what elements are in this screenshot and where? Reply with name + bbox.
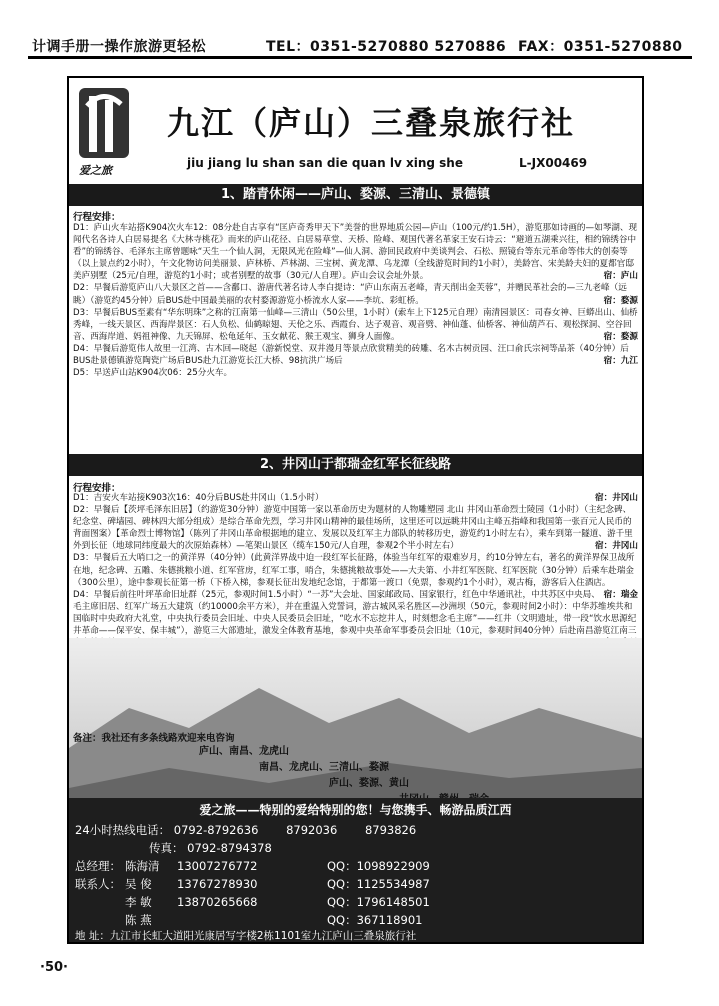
day-text: D3：早餐后BUS至素有“华东明珠”之称的江南第一仙峰—三清山（50公里，1小时）(索车上下125元自理）南清园景区：司春女神、巨蟒出山、仙桥秀峰，一线天景区、西海岸景区：石人负松、仙鹤晾翅、天伦之乐、西霞台、达子观音、观音劈、神仙蓬、仙桥客、神仙葫芦石、观松探洞、空谷回音、西海岸道、妈祖神像、九天锦屏、松龟延年、玉女献花、猴王观宝、狮身人面像。 bbox=[73, 307, 638, 342]
lodging: 宿：婺源 bbox=[603, 331, 638, 342]
section1-title: 1、踏青休闲——庐山、婺源、三清山、景德镇 bbox=[69, 184, 642, 206]
itinerary-day bbox=[73, 343, 638, 367]
company-pinyin: jiu jiang lu shan san die quan lv xing she bbox=[187, 156, 463, 170]
contact-row: 联系人： 吴 俊 13767278930 QQ：1125534987 bbox=[75, 877, 430, 891]
header-fax: FAX：0351-5270880 bbox=[518, 39, 683, 55]
lodging: 宿：庐山 bbox=[603, 271, 638, 282]
day-text: D1：吉安火车站接K903次16：40分后BUS赴井冈山（1.5小时） bbox=[73, 493, 324, 503]
itinerary-day bbox=[73, 307, 638, 343]
license-code: L-JX00469 bbox=[519, 156, 588, 170]
itinerary-day bbox=[73, 552, 638, 600]
contact-row: 李 敏 13870265668 QQ：1796148501 bbox=[125, 895, 430, 909]
header-tel: TEL：0351-5270880 5270886 bbox=[266, 39, 507, 55]
day-text: D2：早餐后游览庐山八大景区之首——含鄱口、游唐代著名诗人李白提诗：“庐山东南五老峰，青天削出金芙蓉”，并赠民革社会的—三九老峰（远眺）（游览约45分钟）后BUS赴中国最美丽的农村婺源游览小桥流水人家——李坑、彩虹桥。 bbox=[73, 283, 627, 306]
day-text: D5：早送庐山站K904次06：25分火车。 bbox=[73, 368, 233, 379]
lodging: 宿：瑞金 bbox=[603, 589, 638, 600]
top-header-bar bbox=[28, 34, 692, 59]
remark-label: 备注：我社还有多条线路欢迎来电咨询 bbox=[73, 733, 235, 744]
company-logo-icon bbox=[77, 86, 131, 168]
lodging: 宿：井冈山 bbox=[595, 493, 638, 503]
contact-panel bbox=[69, 798, 642, 942]
header-slogan: 计调手册一操作旅游更轻松 bbox=[32, 39, 206, 55]
page-number: ·50· bbox=[40, 960, 68, 975]
route-item: 庐山、南昌、龙虎山 bbox=[199, 746, 289, 757]
address-row: 地 址：九江市长虹大道阳光康居写字楼2栋1101室九江庐山三叠泉旅行社 bbox=[75, 930, 417, 942]
hotline-number: 8793826 bbox=[364, 823, 417, 837]
route-item: 南昌、龙虎山、三清山、婺源 bbox=[259, 762, 389, 773]
day-text: D3：早餐后五大哨口之一的黄洋界（40分钟）(此黄洋界战中迫一段红军长征路，体验当年红军的艰难岁月，约10分钟左右，著名的黄洋界保卫战所在地，纪念碑、五雕、朱德挑粮小道、红军营房，红军工事，哨合，朱德挑粮故事处——大夫第、小井红军医院、红军医院（30分钟）后乘车赴瑞金（300公里），途中参观长征第一桥（下桥入梯，参观长征出发地纪念馆，于都第一渡口（免票，参观约1个小时），观古梅，游客后入住酒店。 bbox=[73, 553, 635, 588]
logo-caption: 爱之旅 bbox=[79, 164, 112, 177]
day-text: D1：庐山火车站搭K904次火车12：08分赴自古享有“匡庐奇秀甲天下”美誉的世界地质公园—庐山（100元/约1.5H），游览那如诗画的—如琴湖、现闻代名各诗人白居易提名《大林寺桃花》而来的庐山花径、白居易草堂、天桥、险峰、观国代著名革家王安石诗云：“避道五湖乘兴往，相约锦绣谷中看”的锦绣谷、毛泽东主席曾题咏“天生一个仙人洞，无限风光在险峰”—仙人洞、游回民政府中美谈判会、石松、照镜台等东元革命等伟大的创奏等（以上景点约2小时），午文化物访问美丽景、庐林桥、芦林湖、三宝树、黄龙潭、乌龙潭（全线游览时间约1小时），美龄宫、宋美龄夫妇的夏都官邸 美庐别墅（25元/自理，游览约1小时；或者别墅的故事（30元/人自理）。庐山会议会址外景。 bbox=[73, 223, 638, 282]
route-item: 庐山、婺源、黄山 bbox=[329, 778, 409, 789]
contact-row: 总经理： 陈海清 13007276772 QQ：1098922909 bbox=[75, 859, 430, 873]
lodging: 宿：九江 bbox=[603, 356, 638, 367]
itinerary-day bbox=[73, 367, 638, 379]
itinerary-day bbox=[73, 504, 638, 552]
ad-frame bbox=[67, 76, 644, 944]
itinerary-day bbox=[73, 282, 638, 306]
section1-subtitle: 行程安排： bbox=[73, 212, 121, 223]
section2-itinerary bbox=[73, 492, 638, 661]
day-text: D4：早餐后游览伟人故里一江湾、古木回—晓起（游新悦堂、双井漫月等景点欣赏精美的砖雕、名木古树贡园、汪口俞氏宗祠等品茶（40分钟）后BUS赴景德镇游览陶瓷广场后BUS赴九江游览长江大桥、98抗洪广场后 bbox=[73, 343, 629, 367]
company-name: 九江（庐山）三叠泉旅行社 bbox=[167, 104, 576, 142]
itinerary-day bbox=[73, 222, 638, 282]
day-text: D2：早餐后【茨坪毛泽东旧居】（约游览30分钟）游览中国第一家以革命历史为题材的人物雕塑园 北山 井冈山革命烈士陵园（1小时）（主纪念碑、纪念堂、碑墙园、碑林四大部分组成）是综合革命先烈，学习井冈山精神的最佳场所，这里还可以远眺井冈山主峰五指峰和我国第一张百元人民币的背面图案）【革命烈士博物馆】（陈列了井冈山革命根据地的建立、发展以及红军主力部队的转移历史，游览约1小时左右），乘车到第一隧道、游千里外到长征（地球同纬度最大的次原始森林）—笔架山景区（缆车150元/人自理，参观2个半小时左右） bbox=[73, 505, 633, 552]
fax-label: 传真： bbox=[149, 841, 184, 855]
contact-row: 陈 燕 QQ：367118901 bbox=[125, 913, 423, 927]
itinerary-day bbox=[73, 492, 638, 504]
lodging: 宿：婺源 bbox=[603, 295, 638, 306]
section1-itinerary bbox=[73, 222, 638, 379]
hotline-label: 24小时热线电话： bbox=[75, 823, 171, 837]
fax-number: 0792-8794378 bbox=[187, 841, 272, 855]
contact-slogan: 爱之旅——特别的爱给特别的您！与您携手、畅游品质江西 bbox=[199, 803, 512, 817]
section2-title: 2、井冈山于都瑞金红军长征线路 bbox=[69, 454, 642, 476]
day-text: D4：早餐后前往叶坪革命旧址群（25元，参观时间1.5小时）“一苏”大会址、国家邮政局、国家银行，红色中华通讯社，中共苏区中央局、毛主席旧居、红军广场五大建筑（约10000余平方米），并在重温入党誓词，游古城风采名胜区—沙洲坝（50元，参观时间2小时）：中华苏维埃共和国临时中央政府大礼堂，中央执行委员会旧址、中央人民委员会旧址，“吃水不忘挖井人，时刻想念毛主席”——红井（文明遗址，带一段“饮水思源纪井革命——保平安、保丰城”），游览三大部遗址，激发全体教育基地，参观中央革命军事委员会旧址（10元，参观时间40分钟）后赴南昌游览江南三 bbox=[73, 589, 637, 637]
section2-subtitle: 行程安排： bbox=[73, 483, 121, 494]
lodging: 宿：井冈山 bbox=[595, 541, 638, 552]
hotline-number: 8792036 bbox=[286, 823, 338, 837]
hotline-number: 0792-8792636 bbox=[173, 823, 259, 837]
